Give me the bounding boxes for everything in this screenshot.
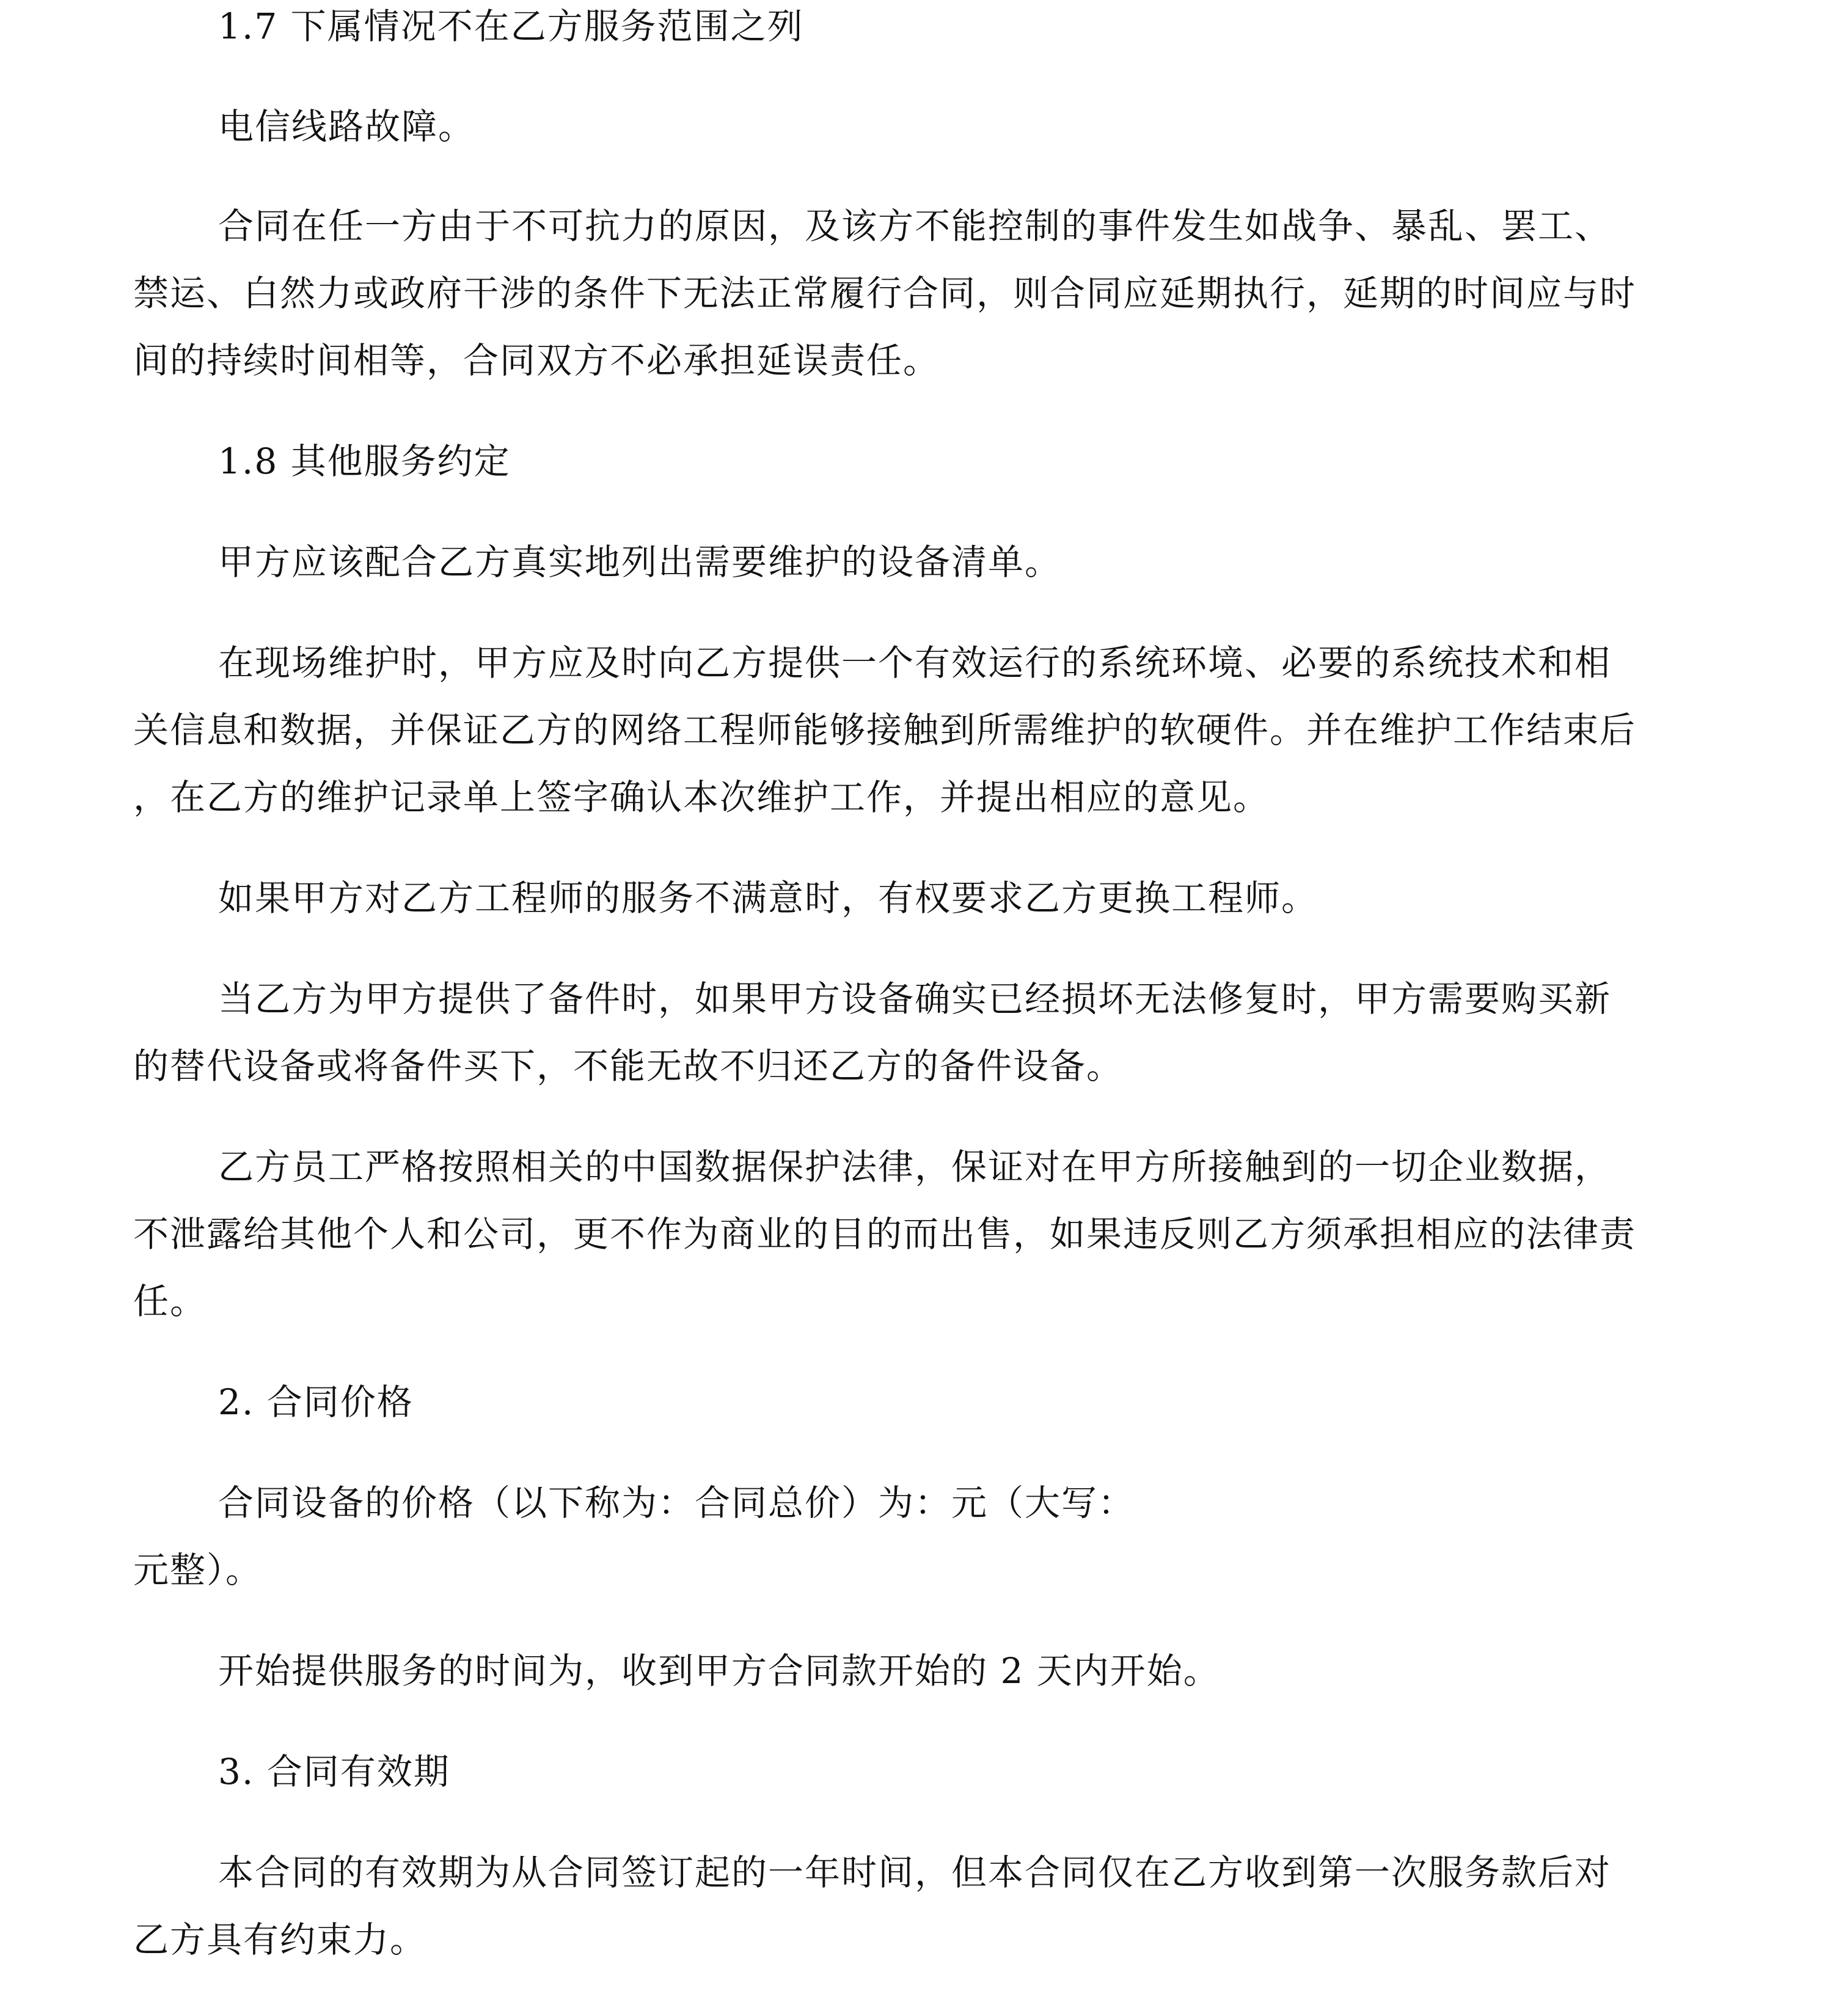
paragraph-line: 在现场维护时，甲方应及时向乙方提供一个有效运行的系统环境、必要的系统技术和相 [218,642,1612,684]
section-heading-1-7: 1.7 下属情况不在乙方服务范围之列 [218,5,804,47]
paragraph-line: 合同设备的价格（以下称为：合同总价）为：元（大写： [218,1482,1135,1524]
paragraph-line: 合同在任一方由于不可抗力的原因，及该方不能控制的事件发生如战争、暴乱、罢工、 [218,205,1612,247]
paragraph-line: 间的持续时间相等，合同双方不必承担延误责任。 [133,340,940,381]
paragraph-line: 电信线路故障。 [218,106,475,147]
section-heading-2: 2. 合同价格 [218,1381,414,1423]
paragraph-line: 乙方员工严格按照相关的中国数据保护法律，保证对在甲方所接触到的一切企业数据， [218,1146,1612,1188]
section-heading-1-8: 1.8 其他服务约定 [218,440,511,482]
section-heading-3: 3. 合同有效期 [218,1751,450,1792]
paragraph-line: 甲方应该配合乙方真实地列出需要维护的设备清单。 [218,541,1062,583]
paragraph-line: 本合同的有效期为从合同签订起的一年时间，但本合同仅在乙方收到第一次服务款后对 [218,1852,1612,1893]
paragraph-line: 乙方具有约束力。 [133,1919,427,1960]
paragraph-line: 当乙方为甲方提供了备件时，如果甲方设备确实已经损坏无法修复时，甲方需要购买新 [218,978,1612,1020]
paragraph-line: 开始提供服务的时间为，收到甲方合同款开始的 2 天内开始。 [218,1650,1220,1692]
paragraph-line: 任。 [133,1280,207,1322]
paragraph-line: 如果甲方对乙方工程师的服务不满意时，有权要求乙方更换工程师。 [218,877,1318,919]
paragraph-line: 不泄露给其他个人和公司，更不作为商业的目的而出售，如果违反则乙方须承担相应的法律责 [133,1213,1637,1255]
paragraph-line: 元整）。 [133,1549,263,1591]
paragraph-line: ，在乙方的维护记录单上签字确认本次维护工作，并提出相应的意见。 [133,776,1270,818]
paragraph-line: 禁运、白然力或政府干涉的条件下无法正常履行合同，则合同应延期执行，延期的时间应与时 [133,272,1637,314]
paragraph-line: 关信息和数据，并保证乙方的网络工程师能够接触到所需维护的软硬件。并在维护工作结束后 [133,709,1637,751]
paragraph-line: 的替代设备或将备件买下，不能无故不归还乙方的备件设备。 [133,1045,1124,1087]
